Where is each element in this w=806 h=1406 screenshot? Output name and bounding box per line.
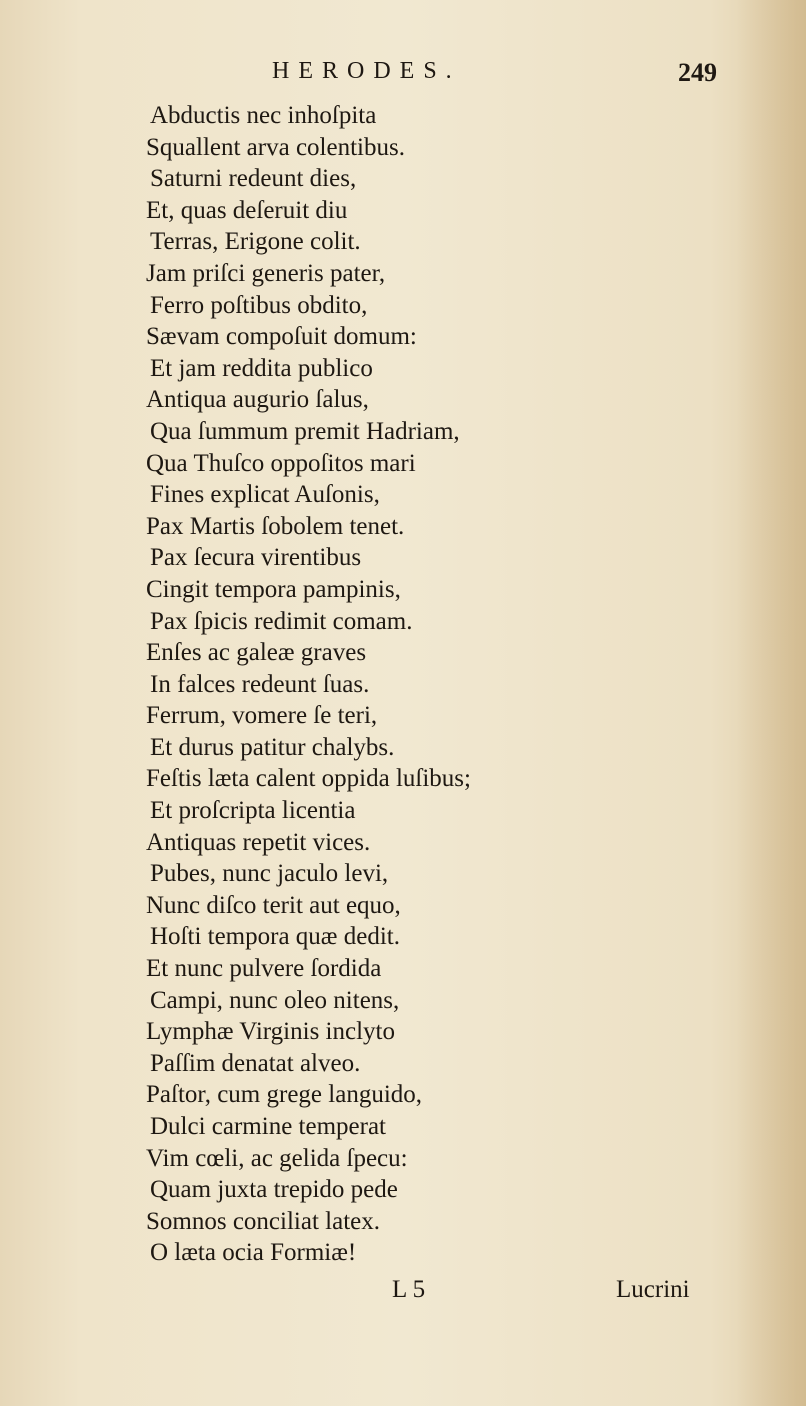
verse-line: In falces redeunt ſuas. xyxy=(150,670,370,698)
catchword: Lucrini xyxy=(616,1276,690,1303)
page-number: 249 xyxy=(678,58,717,87)
verse-line: Quam juxta trepido pede xyxy=(150,1176,398,1204)
verse-line: Et jam reddita publico xyxy=(150,354,373,382)
verse-line: Sævam compoſuit domum: xyxy=(146,323,417,351)
verse-line: Dulci carmine temperat xyxy=(150,1113,386,1140)
verse-line: Saturni redeunt dies, xyxy=(150,165,357,193)
verse-line: Nunc diſco terit aut equo, xyxy=(146,891,401,919)
verse-line: Et durus patitur chalybs. xyxy=(150,733,395,761)
verse-line: Feſtis læta calent oppida luſibus; xyxy=(146,765,471,793)
verse-line: Paſtor, cum grege languido, xyxy=(146,1081,423,1109)
verse-line: Qua Thuſco oppoſitos mari xyxy=(146,449,416,477)
verse-line: Et proſcripta licentia xyxy=(150,797,356,825)
verse-line: Vim cœli, ac gelida ſpecu: xyxy=(146,1144,408,1172)
verse-line: Pax ſecura virentibus xyxy=(150,544,362,572)
verse-line: Antiquas repetit vices. xyxy=(146,828,371,856)
verse-line: Qua ſummum premit Hadriam, xyxy=(150,417,460,445)
poem-text xyxy=(146,100,706,1269)
verse-line: Antiqua augurio ſalus, xyxy=(146,386,369,414)
verse-line: Campi, nunc oleo nitens, xyxy=(150,986,400,1014)
running-head xyxy=(0,58,806,98)
verse-line: Pax ſpicis redimit comam. xyxy=(150,607,413,635)
verse-line: Somnos conciliat latex. xyxy=(146,1207,380,1235)
verse-line: O læta ocia Formiæ! xyxy=(150,1239,357,1267)
verse-line: Ferrum, vomere ſe teri, xyxy=(146,702,378,730)
verse-line: Hoſti tempora quæ dedit. xyxy=(150,923,400,951)
verse-line: Pax Martis ſobolem tenet. xyxy=(146,512,405,540)
verse-line: Abductis nec inhoſpita xyxy=(150,102,377,129)
verse-line: Ferro poſtibus obdito, xyxy=(150,291,368,319)
signature-mark: L 5 xyxy=(392,1276,426,1303)
verse-line: Fines explicat Auſonis, xyxy=(150,481,380,509)
page-footer xyxy=(0,1276,806,1312)
verse-line: Jam priſci generis pater, xyxy=(146,259,386,287)
verse-line: Enſes ac galeæ graves xyxy=(146,639,367,667)
verse-line: Pubes, nunc jaculo levi, xyxy=(150,860,389,888)
verse-line: Terras, Erigone colit. xyxy=(150,228,361,256)
page-edge-shading xyxy=(736,0,806,1406)
verse-line: Et, quas deſeruit diu xyxy=(146,196,348,224)
running-head-title: HERODES. xyxy=(272,58,461,84)
verse-line: Squallent arva colentibus. xyxy=(146,133,405,161)
verse-line: Cingit tempora pampinis, xyxy=(146,575,401,603)
verse-line: Lymphæ Virginis inclyto xyxy=(146,1018,395,1046)
verse-line: Et nunc pulvere ſordida xyxy=(146,955,382,983)
verse-line: Paſſim denatat alveo. xyxy=(150,1049,361,1077)
